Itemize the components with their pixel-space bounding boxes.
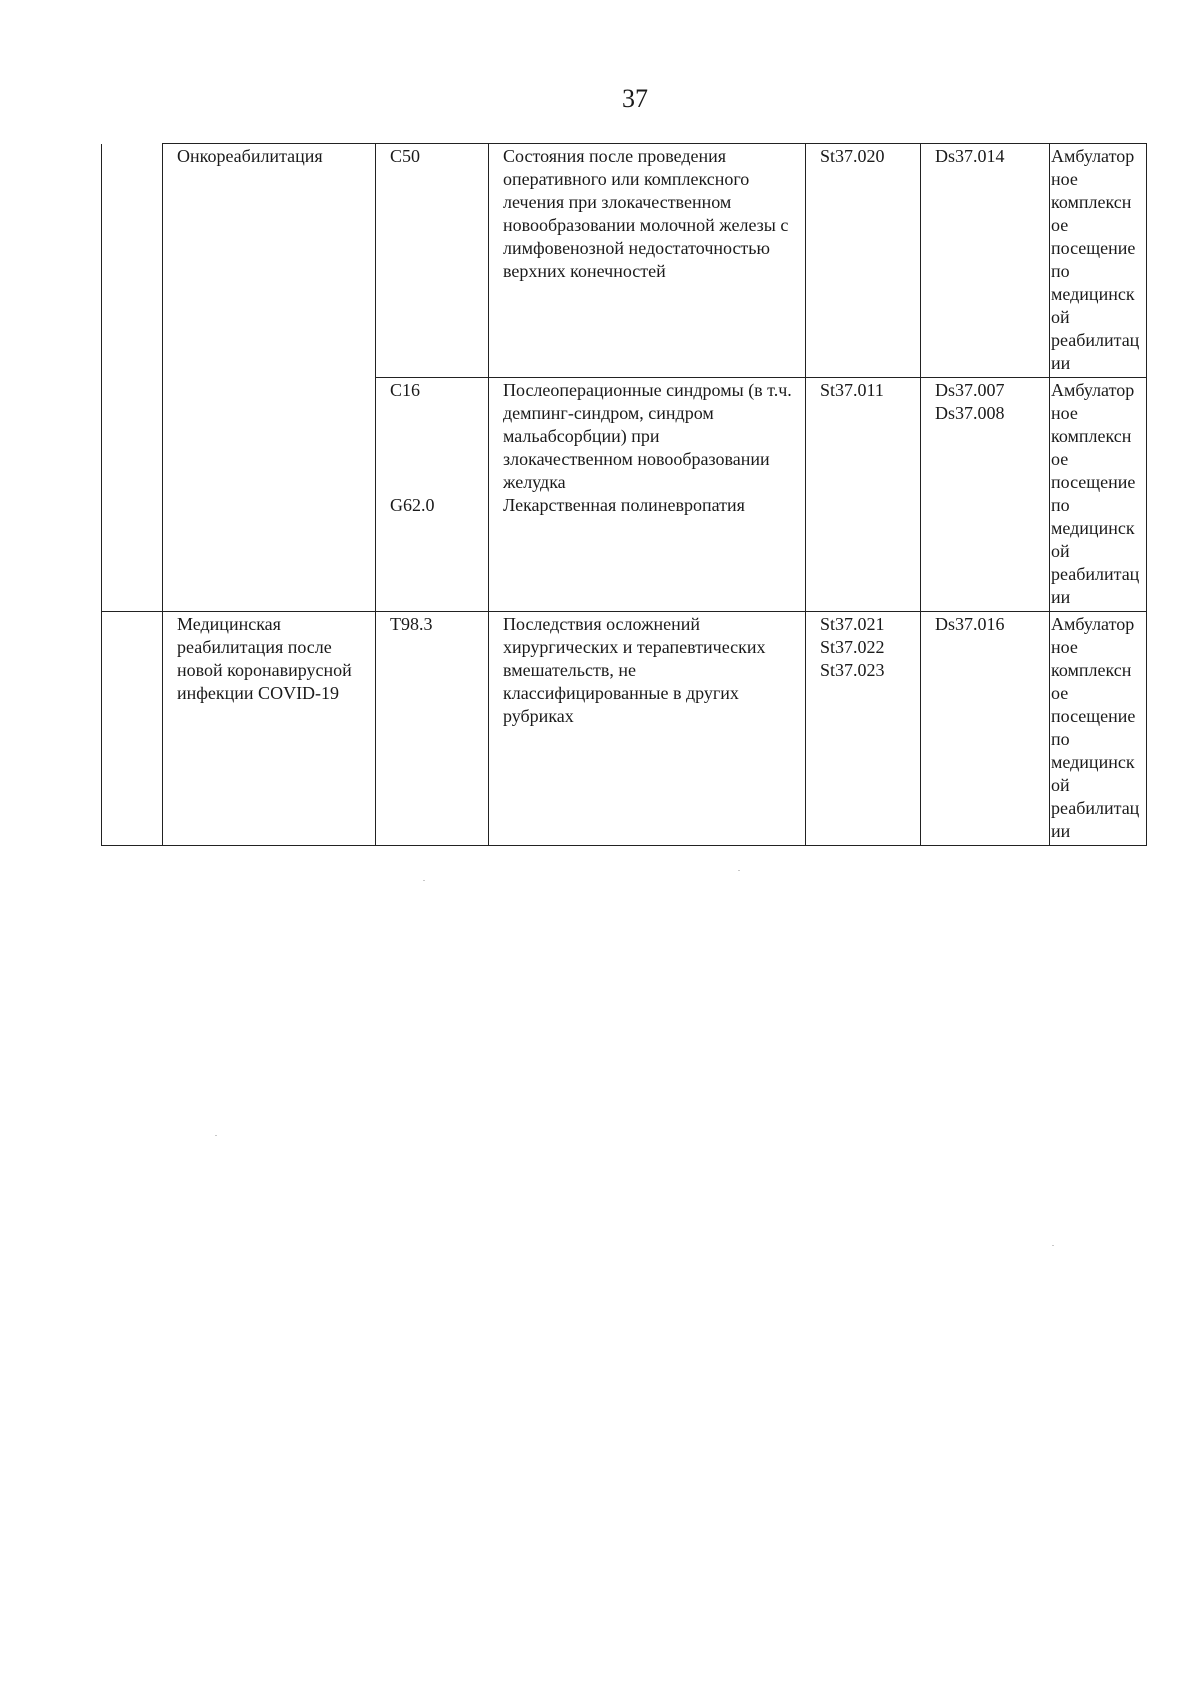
st-code: St37.021 xyxy=(820,614,885,634)
visit-form-line: ное xyxy=(1051,637,1078,657)
row-number-cell xyxy=(102,144,163,612)
visit-form-line: медицинск xyxy=(1051,284,1135,304)
visit-form-line: реабилитац xyxy=(1051,330,1140,350)
visit-form-line: ое xyxy=(1051,683,1069,703)
description-cell xyxy=(489,144,806,378)
st-code: St37.023 xyxy=(820,660,885,680)
visit-form-line: ое xyxy=(1051,215,1069,235)
visit-form-line: ой xyxy=(1051,541,1070,561)
visit-form-line: ное xyxy=(1051,403,1078,423)
icd-code-cell xyxy=(376,612,489,846)
rehabilitation-table xyxy=(101,143,1147,846)
visit-form-line: ии xyxy=(1051,587,1071,607)
visit-form-line: медицинск xyxy=(1051,752,1135,772)
description-text: Послеоперационные синдромы (в т.ч. демпинг-синдром, синдром мальабсорбции) при злокачественном новообразовании желудка xyxy=(503,380,792,492)
visit-form-cell xyxy=(1050,144,1147,378)
section-name: Онкореабилитация xyxy=(177,146,323,166)
ds-code: Ds37.008 xyxy=(935,403,1005,423)
icd-code: G62.0 xyxy=(390,495,435,515)
table-row xyxy=(102,612,1147,846)
visit-form-line: реабилитац xyxy=(1051,798,1140,818)
visit-form-line: посещение xyxy=(1051,706,1136,726)
description-text: Последствия осложнений хирургических и терапевтических вмешательств, не классифицированные в других рубриках xyxy=(503,614,766,726)
table-row xyxy=(102,144,1147,378)
icd-code: C16 xyxy=(390,380,421,400)
icd-code: T98.3 xyxy=(390,614,433,634)
st-code: St37.020 xyxy=(820,146,885,166)
scan-speck xyxy=(423,880,425,881)
visit-form-line: ое xyxy=(1051,449,1069,469)
row-number-cell xyxy=(102,612,163,846)
description-text: Состояния после проведения оперативного или комплексного лечения при злокачественном новообразовании молочной железы с лимфовенозной недостаточностью верхних конечностей xyxy=(503,146,789,281)
visit-form-line: по xyxy=(1051,495,1070,515)
st-code-cell xyxy=(806,144,921,378)
visit-form-line: ой xyxy=(1051,775,1070,795)
description-cell xyxy=(489,378,806,612)
st-code-cell xyxy=(806,378,921,612)
visit-form-line: посещение xyxy=(1051,238,1136,258)
scan-speck xyxy=(1052,1245,1054,1246)
page-number: 37 xyxy=(622,84,648,113)
visit-form-line: по xyxy=(1051,261,1070,281)
ds-code: Ds37.014 xyxy=(935,146,1005,166)
section-cell xyxy=(163,144,376,612)
scan-speck xyxy=(215,1135,217,1136)
section-name: Медицинская реабилитация после новой коронавирусной инфекции COVID-19 xyxy=(177,614,352,703)
icd-code-cell xyxy=(376,378,489,612)
visit-form-line: посещение xyxy=(1051,472,1136,492)
icd-code-cell xyxy=(376,144,489,378)
visit-form-cell xyxy=(1050,378,1147,612)
ds-code-cell xyxy=(921,144,1050,378)
ds-code: Ds37.007 xyxy=(935,380,1005,400)
st-code: St37.022 xyxy=(820,637,885,657)
ds-code-cell xyxy=(921,612,1050,846)
description-text: Лекарственная полиневропатия xyxy=(503,495,745,515)
visit-form-line: Амбулатор xyxy=(1051,614,1135,634)
section-cell xyxy=(163,612,376,846)
visit-form-cell xyxy=(1050,612,1147,846)
ds-code: Ds37.016 xyxy=(935,614,1005,634)
icd-code: C50 xyxy=(390,146,421,166)
visit-form-line: комплексн xyxy=(1051,660,1132,680)
visit-form-line: Амбулатор xyxy=(1051,146,1135,166)
visit-form-line: по xyxy=(1051,729,1070,749)
visit-form-line: Амбулатор xyxy=(1051,380,1135,400)
visit-form-line: реабилитац xyxy=(1051,564,1140,584)
st-code: St37.011 xyxy=(820,380,884,400)
st-code-cell xyxy=(806,612,921,846)
visit-form-line: медицинск xyxy=(1051,518,1135,538)
visit-form-line: ой xyxy=(1051,307,1070,327)
visit-form-line: ии xyxy=(1051,353,1071,373)
spacer xyxy=(390,402,476,494)
visit-form-line: комплексн xyxy=(1051,192,1132,212)
scan-speck xyxy=(738,870,740,871)
visit-form-line: ии xyxy=(1051,821,1071,841)
description-cell xyxy=(489,612,806,846)
visit-form-line: комплексн xyxy=(1051,426,1132,446)
visit-form-line: ное xyxy=(1051,169,1078,189)
ds-code-cell xyxy=(921,378,1050,612)
